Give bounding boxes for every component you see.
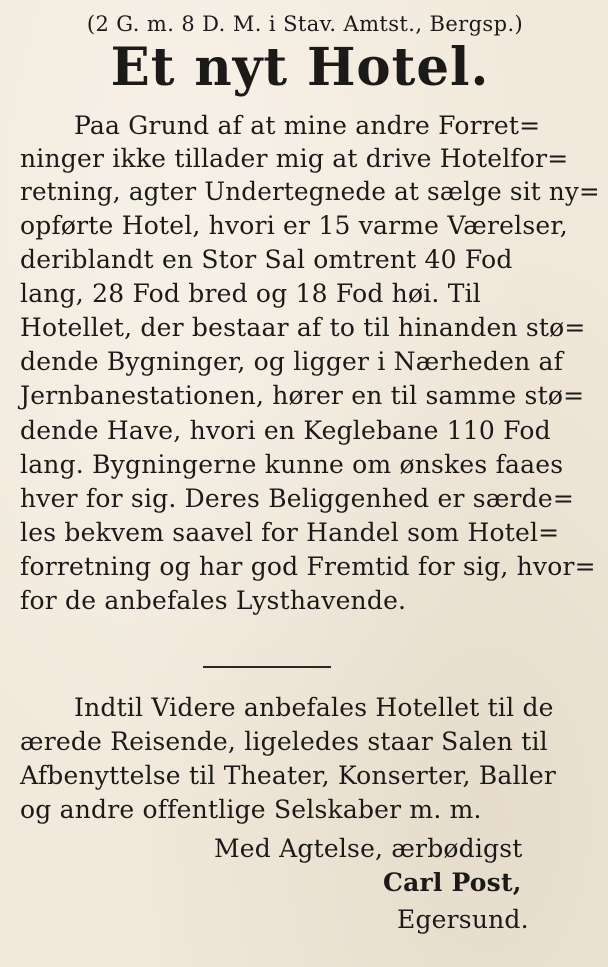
paragraph1-line-7: Hotellet, der bestaar af to til hinanden stø= <box>20 313 586 342</box>
paragraph1-line-10: dende Have, hvori en Keglebane 110 Fod <box>20 416 551 445</box>
paragraph1-line-12: hver for sig. Deres Beliggenhed er særde= <box>20 484 575 513</box>
paragraph1-line-13: les bekvem saavel for Handel som Hotel= <box>20 518 560 547</box>
headline: Et nyt Hotel. <box>110 37 490 98</box>
paragraph1-line-14: forretning og har god Fremtid for sig, hvor= <box>20 552 596 581</box>
paragraph2-line-1: Indtil Videre anbefales Hotellet til de <box>74 693 554 722</box>
paragraph1-line-5: deriblandt en Stor Sal omtrent 40 Fod <box>20 245 513 274</box>
paragraph2-line-2: ærede Reisende, ligeledes staar Salen til <box>20 727 548 756</box>
paragraph1-line-15: for de anbefales Lysthavende. <box>20 586 407 615</box>
paragraph1-line-9: Jernbanestationen, hører en til samme stø= <box>20 381 585 410</box>
paragraph1-line-2: ninger ikke tillader mig at drive Hotelfor= <box>20 144 569 173</box>
signature-place: Egersund. <box>397 905 529 934</box>
paragraph1-line-11: lang. Bygningerne kunne om ønskes faaes <box>20 450 564 479</box>
paragraph1-line-4: opførte Hotel, hvori er 15 varme Værelser, <box>20 211 568 240</box>
signature-name: Carl Post, <box>383 868 522 897</box>
paragraph2-line-4: og andre offentlige Selskaber m. m. <box>20 795 482 824</box>
section-divider <box>203 666 331 668</box>
closing-line: Med Agtelse, ærbødigst <box>214 834 523 863</box>
paragraph1-line-1: Paa Grund af at mine andre Forret= <box>74 111 541 140</box>
paragraph1-line-8: dende Bygninger, og ligger i Nærheden af <box>20 347 564 376</box>
paragraph2-line-3: Afbenyttelse til Theater, Konserter, Baller <box>20 761 557 790</box>
paragraph1-line-3: retning, agter Undertegnede at sælge sit ny= <box>20 177 600 206</box>
paragraph1-line-6: lang, 28 Fod bred og 18 Fod høi. Til <box>20 279 481 308</box>
reference-line: (2 G. m. 8 D. M. i Stav. Amtst., Bergsp.) <box>86 12 524 36</box>
